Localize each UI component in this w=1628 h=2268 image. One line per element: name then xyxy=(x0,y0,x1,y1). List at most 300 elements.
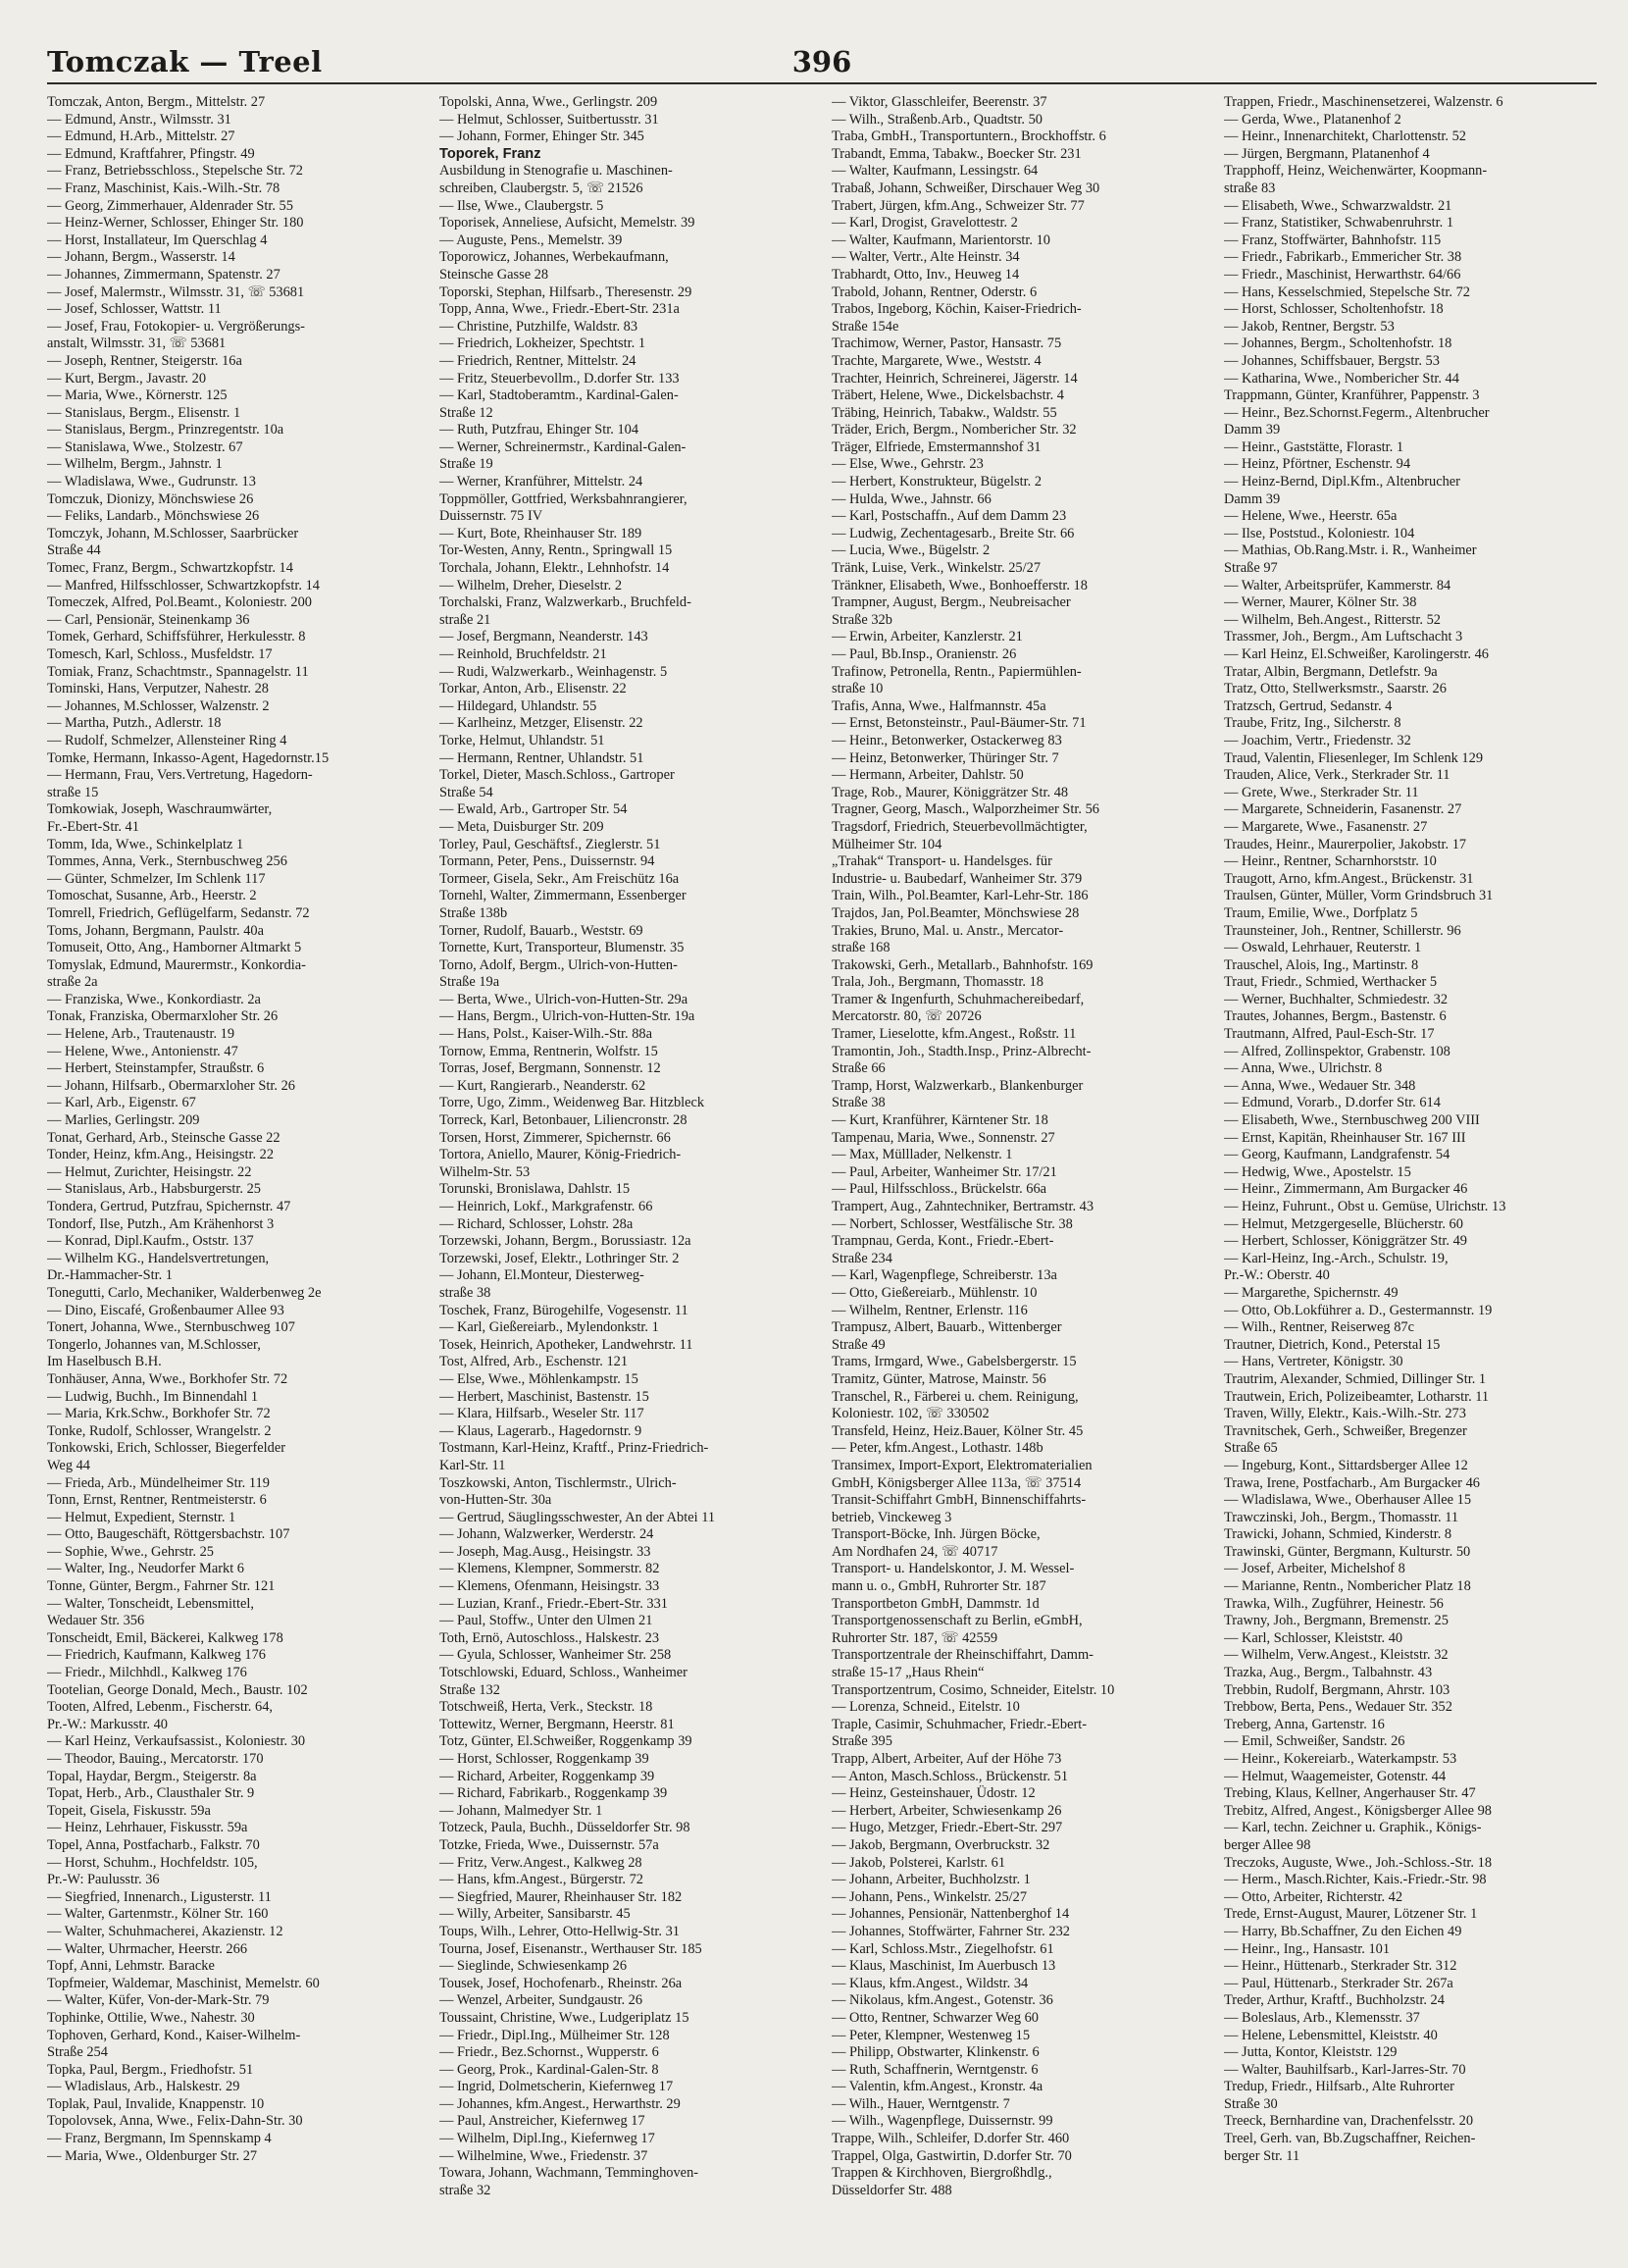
directory-entry: — Otto, Arbeiter, Richterstr. 42 xyxy=(1224,1888,1403,1905)
directory-entry: — Johannes, Schiffsbauer, Bergstr. 53 xyxy=(1224,352,1440,369)
directory-entry: Toschek, Franz, Bürogehilfe, Vogesenstr. 11 xyxy=(439,1302,688,1318)
directory-entry: — Helene, Wwe., Antonienstr. 47 xyxy=(47,1043,238,1059)
directory-entry: — Karl, Postschaffn., Auf dem Damm 23 xyxy=(832,508,1067,525)
directory-entry: — Rudi, Walzwerkarb., Weinhagenstr. 5 xyxy=(439,663,668,680)
directory-entry: — Johann, El.Monteur, Diesterweg- xyxy=(439,1267,644,1284)
directory-entry: — Herm., Masch.Richter, Kais.-Friedr.-Str. 98 xyxy=(1224,1872,1487,1888)
directory-entry: straße 32 xyxy=(439,2182,491,2198)
directory-entry: Topat, Herb., Arb., Clausthaler Str. 9 xyxy=(47,1785,255,1802)
directory-entry: Topp, Anna, Wwe., Friedr.-Ebert-Str. 231a xyxy=(439,301,680,318)
directory-entry: — Walter, Gartenmstr., Kölner Str. 160 xyxy=(47,1906,269,1923)
directory-entry: Torley, Paul, Geschäftsf., Zieglerstr. 51 xyxy=(439,836,661,852)
directory-entry: Traum, Emilie, Wwe., Dorfplatz 5 xyxy=(1224,904,1418,921)
directory-entry: Trazka, Aug., Bergm., Talbahnstr. 43 xyxy=(1224,1665,1433,1681)
directory-entry: Tonn, Ernst, Rentner, Rentmeisterstr. 6 xyxy=(47,1492,267,1509)
directory-entry: — Klaus, Lagerarb., Hagedornstr. 9 xyxy=(439,1422,642,1439)
directory-entry: Toporisek, Anneliese, Aufsicht, Memelstr. 39 xyxy=(439,215,695,232)
directory-entry: — Hans, Bergm., Ulrich-von-Hutten-Str. 19a xyxy=(439,1008,695,1025)
directory-entry: Tondera, Gertrud, Putzfrau, Spichernstr. 47 xyxy=(47,1199,291,1214)
directory-entry: Trampusz, Albert, Bauarb., Wittenberger xyxy=(832,1319,1062,1336)
page-number: 396 xyxy=(791,45,852,78)
directory-entry: Trawinski, Günter, Bergmann, Kulturstr. 50 xyxy=(1224,1543,1471,1560)
directory-entry: — Ingeburg, Kont., Sittardsberger Allee 12 xyxy=(1224,1457,1468,1473)
directory-entry: Tonke, Rudolf, Schlosser, Wrangelstr. 2 xyxy=(47,1422,272,1439)
directory-entry: Transportzentrum, Cosimo, Schneider, Eitelstr. 10 xyxy=(832,1681,1115,1698)
directory-entry: — Werner, Maurer, Kölner Str. 38 xyxy=(1224,594,1417,611)
directory-entry: Ruhrorter Str. 187, ☏ 42559 xyxy=(832,1629,998,1646)
directory-entry: — Wilhelm, Rentner, Erlenstr. 116 xyxy=(832,1302,1028,1318)
directory-entry: — Wilh., Straßenb.Arb., Quadtstr. 50 xyxy=(832,111,1043,128)
directory-entry: Koloniestr. 102, ☏ 330502 xyxy=(832,1406,990,1422)
directory-entry: Straße 154e xyxy=(832,318,899,335)
directory-entry: Transportgenossenschaft zu Berlin, eGmbH, xyxy=(832,1613,1083,1629)
directory-entry: — Richard, Fabrikarb., Roggenkamp 39 xyxy=(439,1785,668,1802)
directory-entry: — Stanislaus, Bergm., Elisenstr. 1 xyxy=(47,404,241,421)
directory-entry: Tomek, Gerhard, Schiffsführer, Herkulesstr. 8 xyxy=(47,629,306,645)
directory-entry: Fr.-Ebert-Str. 41 xyxy=(47,818,139,835)
directory-entry: — Friedr., Milchhdl., Kalkweg 176 xyxy=(47,1665,247,1681)
directory-entry: — Heinz, Pförtner, Eschenstr. 94 xyxy=(1224,456,1411,473)
directory-entry: Trajdos, Jan, Pol.Beamter, Mönchswiese 28 xyxy=(832,904,1080,921)
directory-entry: Straße 49 xyxy=(832,1336,886,1353)
directory-entry: — Karl-Heinz, Ing.-Arch., Schulstr. 19, xyxy=(1224,1250,1449,1266)
directory-entry: Pr.-W.: Oberstr. 40 xyxy=(1224,1267,1330,1284)
directory-entry: — Wladislaus, Arb., Halskestr. 29 xyxy=(47,2079,240,2095)
directory-entry: straße 10 xyxy=(832,681,884,697)
directory-entry: straße 38 xyxy=(439,1284,491,1301)
directory-entry: — Ernst, Kapitän, Rheinhauser Str. 167 III xyxy=(1224,1129,1466,1146)
directory-entry: — Hedwig, Wwe., Apostelstr. 15 xyxy=(1224,1163,1411,1180)
directory-entry: — Theodor, Bauing., Mercatorstr. 170 xyxy=(47,1751,264,1767)
directory-entry: — Wilh., Rentner, Reiserweg 87c xyxy=(1224,1319,1415,1336)
directory-entry: „Trahak“ Transport- u. Handelsges. für xyxy=(832,853,1052,870)
directory-entry: — Jakob, Bergmann, Overbruckstr. 32 xyxy=(832,1836,1050,1853)
directory-entry: Tonkowski, Erich, Schlosser, Biegerfelder xyxy=(47,1440,285,1457)
directory-entry: — Karl, Drogist, Gravelottestr. 2 xyxy=(832,215,1018,232)
directory-entry: — Karl Heinz, El.Schweißer, Karolingerstr. 46 xyxy=(1224,646,1489,662)
directory-entry: Tampenau, Maria, Wwe., Sonnenstr. 27 xyxy=(832,1129,1055,1146)
directory-entry: Train, Wilh., Pol.Beamter, Karl-Lehr-Str. 186 xyxy=(832,888,1089,904)
directory-entry: — Karlheinz, Metzger, Elisenstr. 22 xyxy=(439,715,643,732)
page-header xyxy=(47,41,1597,84)
directory-entry: — Paul, Anstreicher, Kiefernweg 17 xyxy=(439,2113,645,2130)
directory-entry: — Wilh., Wagenpflege, Duissernstr. 99 xyxy=(832,2113,1053,2130)
directory-entry: — Paul, Arbeiter, Wanheimer Str. 17/21 xyxy=(832,1163,1057,1180)
directory-entry: Totschweiß, Herta, Verk., Steckstr. 18 xyxy=(439,1699,653,1716)
directory-entry: — Else, Wwe., Möhlenkampstr. 15 xyxy=(439,1370,638,1387)
directory-entry: — Johannes, Bergm., Scholtenhofstr. 18 xyxy=(1224,335,1452,352)
directory-entry: Trapphoff, Heinz, Weichenwärter, Koopmann- xyxy=(1224,163,1488,180)
directory-entry: — Franziska, Wwe., Konkordiastr. 2a xyxy=(47,991,261,1007)
directory-entry: — Walter, Ing., Neudorfer Markt 6 xyxy=(47,1561,245,1577)
directory-entry: — Christine, Putzhilfe, Waldstr. 83 xyxy=(439,318,638,335)
directory-entry: Träbert, Helene, Wwe., Dickelsbachstr. 4 xyxy=(832,387,1064,404)
directory-entry: — Johannes, Pensionär, Nattenberghof 14 xyxy=(832,1906,1070,1923)
directory-entry: Towara, Johann, Wachmann, Temminghoven- xyxy=(439,2165,699,2182)
directory-entry: Trala, Joh., Bergmann, Thomasstr. 18 xyxy=(832,974,1043,991)
directory-entry: — Sophie, Wwe., Gehrstr. 25 xyxy=(47,1543,215,1560)
directory-entry: — Heinr., Bez.Schornst.Fegerm., Altenbrucher xyxy=(1224,404,1490,421)
directory-entry: Straße 65 xyxy=(1224,1440,1278,1457)
directory-entry: Tränk, Luise, Verk., Winkelstr. 25/27 xyxy=(832,560,1042,577)
directory-entry: — Wenzel, Arbeiter, Sundgaustr. 26 xyxy=(439,1992,643,2009)
directory-columns xyxy=(47,94,1597,2252)
directory-entry: — Anna, Wwe., Wedauer Str. 348 xyxy=(1224,1077,1416,1094)
directory-entry: Tomczyk, Johann, M.Schlosser, Saarbrücker xyxy=(47,525,299,541)
directory-entry: — Else, Wwe., Gehrstr. 23 xyxy=(832,456,984,473)
directory-entry: — Klaus, kfm.Angest., Wildstr. 34 xyxy=(832,1975,1029,1991)
directory-entry: — Ruth, Schaffnerin, Werntgenstr. 6 xyxy=(832,2061,1039,2078)
directory-entry: Transimex, Import-Export, Elektromaterialien xyxy=(832,1457,1093,1473)
column-1 xyxy=(47,94,420,2252)
directory-entry: Traube, Fritz, Ing., Silcherstr. 8 xyxy=(1224,715,1401,732)
directory-entry: — Karl, Stadtoberamtm., Kardinal-Galen- xyxy=(439,387,679,404)
directory-entry: Treel, Gerh. van, Bb.Zugschaffner, Reichen- xyxy=(1224,2131,1476,2147)
directory-entry: Trakies, Bruno, Mal. u. Anstr., Mercator- xyxy=(832,922,1064,939)
directory-entry: — Philipp, Obstwarter, Klinkenstr. 6 xyxy=(832,2044,1040,2061)
directory-entry: — Ilse, Poststud., Koloniestr. 104 xyxy=(1224,525,1415,541)
directory-entry: Tratz, Otto, Stellwerksmstr., Saarstr. 26 xyxy=(1224,681,1447,697)
directory-entry: schreiben, Claubergstr. 5, ☏ 21526 xyxy=(439,180,643,196)
directory-entry: Treder, Arthur, Kraftf., Buchholzstr. 24 xyxy=(1224,1992,1445,2009)
directory-entry: Tragsdorf, Friedrich, Steuerbevollmächtigter, xyxy=(832,818,1088,835)
directory-entry: — Frieda, Arb., Mündelheimer Str. 119 xyxy=(47,1474,270,1491)
directory-entry: Träger, Elfriede, Emstermannshof 31 xyxy=(832,438,1042,455)
directory-entry: — Wilhelm, Dipl.Ing., Kiefernweg 17 xyxy=(439,2131,655,2147)
directory-entry: — Franz, Bergmann, Im Spennskamp 4 xyxy=(47,2131,272,2147)
directory-entry: Trabert, Jürgen, kfm.Ang., Schweizer Str. 77 xyxy=(832,197,1085,214)
directory-entry: — Stanislaus, Arb., Habsburgerstr. 25 xyxy=(47,1181,261,1198)
directory-entry: — Rudolf, Schmelzer, Allensteiner Ring 4 xyxy=(47,732,287,748)
directory-entry: Tomuseit, Otto, Ang., Hamborner Altmarkt 5 xyxy=(47,940,302,956)
directory-entry: — Wladislawa, Wwe., Gudrunstr. 13 xyxy=(47,474,256,490)
directory-entry: — Heinrich, Lokf., Markgrafenstr. 66 xyxy=(439,1199,653,1214)
directory-entry: — Ingrid, Dolmetscherin, Kiefernweg 17 xyxy=(439,2079,674,2095)
directory-entry: betrieb, Vinckeweg 3 xyxy=(832,1509,952,1525)
directory-entry: — Gerda, Wwe., Platanenhof 2 xyxy=(1224,111,1401,128)
directory-entry: Tomoschat, Susanne, Arb., Heerstr. 2 xyxy=(47,888,257,904)
directory-entry: — Lucia, Wwe., Bügelstr. 2 xyxy=(832,542,991,559)
directory-entry: Tonhäuser, Anna, Wwe., Borkhofer Str. 72 xyxy=(47,1370,288,1387)
directory-entry: — Edmund, Kraftfahrer, Pfingstr. 49 xyxy=(47,145,255,162)
directory-entry: Torke, Helmut, Uhlandstr. 51 xyxy=(439,732,605,748)
directory-entry: Tostmann, Karl-Heinz, Kraftf., Prinz-Friedrich- xyxy=(439,1440,709,1457)
directory-entry: Trage, Rob., Maurer, Königgrätzer Str. 48 xyxy=(832,784,1069,800)
directory-entry: Tor-Westen, Anny, Rentn., Springwall 15 xyxy=(439,542,673,559)
directory-entry: Trampert, Aug., Zahntechniker, Bertramstr. 43 xyxy=(832,1199,1094,1214)
directory-entry: straße 168 xyxy=(832,940,890,956)
directory-entry: Toporek, Franz xyxy=(439,145,541,162)
directory-entry: — Herbert, Steinstampfer, Straußstr. 6 xyxy=(47,1060,265,1077)
directory-entry: straße 15-17 „Haus Rhein“ xyxy=(832,1665,985,1681)
directory-entry: — Helmut, Waagemeister, Gotenstr. 44 xyxy=(1224,1768,1447,1784)
directory-entry: Toms, Johann, Bergmann, Paulstr. 40a xyxy=(47,922,264,939)
directory-entry: — Walter, Uhrmacher, Heerstr. 266 xyxy=(47,1940,248,1957)
directory-entry: Torner, Rudolf, Bauarb., Weststr. 69 xyxy=(439,922,643,939)
directory-entry: Torzewski, Johann, Bergm., Borussiastr. 12a xyxy=(439,1233,691,1250)
directory-entry: — Herbert, Konstrukteur, Bügelstr. 2 xyxy=(832,474,1043,490)
directory-entry: — Otto, Gießereiarb., Mühlenstr. 10 xyxy=(832,1284,1038,1301)
directory-entry: — Heinz, Betonwerker, Thüringer Str. 7 xyxy=(832,749,1059,766)
directory-entry: — Heinr., Innenarchitekt, Charlottenstr. 52 xyxy=(1224,129,1466,145)
directory-entry: Treczoks, Auguste, Wwe., Joh.-Schloss.-Str. 18 xyxy=(1224,1854,1493,1871)
directory-entry: — Meta, Duisburger Str. 209 xyxy=(439,818,604,835)
directory-entry: — Hermann, Frau, Vers.Vertretung, Hagedorn- xyxy=(47,767,313,784)
directory-entry: Träder, Erich, Bergm., Nombericher Str. 32 xyxy=(832,422,1077,438)
directory-entry: — Johann, Bergm., Wasserstr. 14 xyxy=(47,249,235,266)
directory-entry: — Jutta, Kontor, Kleiststr. 129 xyxy=(1224,2044,1398,2061)
directory-entry: — Luzian, Kranf., Friedr.-Ebert-Str. 331 xyxy=(439,1595,668,1612)
directory-entry: Trappel, Olga, Gastwirtin, D.dorfer Str. 70 xyxy=(832,2147,1072,2164)
directory-entry: Tomesch, Karl, Schloss., Musfeldstr. 17 xyxy=(47,646,273,662)
directory-entry: — Edmund, Anstr., Wilmsstr. 31 xyxy=(47,111,231,128)
directory-entry: — Maria, Wwe., Körnerstr. 125 xyxy=(47,387,228,404)
directory-entry: Tourna, Josef, Eisenanstr., Werthauser Str. 185 xyxy=(439,1940,702,1957)
directory-entry: Trebing, Klaus, Kellner, Angerhauser Str. 47 xyxy=(1224,1785,1476,1802)
directory-entry: Tootelian, George Donald, Mech., Baustr. 102 xyxy=(47,1681,308,1698)
directory-entry: Trabandt, Emma, Tabakw., Boecker Str. 231 xyxy=(832,145,1082,162)
directory-entry: Straße 12 xyxy=(439,404,493,421)
directory-entry: Tost, Alfred, Arb., Eschenstr. 121 xyxy=(439,1354,629,1370)
directory-entry: Tramer, Lieselotte, kfm.Angest., Roßstr. 11 xyxy=(832,1026,1077,1043)
directory-entry: Damm 39 xyxy=(1224,422,1281,438)
directory-entry: — Dino, Eiscafé, Großenbaumer Allee 93 xyxy=(47,1302,284,1318)
directory-entry: Tottewitz, Werner, Bergmann, Heerstr. 81 xyxy=(439,1716,675,1732)
directory-entry: — Georg, Prok., Kardinal-Galen-Str. 8 xyxy=(439,2061,659,2078)
directory-entry: Tramp, Horst, Walzwerkarb., Blankenburger xyxy=(832,1077,1084,1094)
directory-entry: anstalt, Wilmsstr. 31, ☏ 53681 xyxy=(47,335,227,352)
directory-entry: — Kurt, Bote, Rheinhauser Str. 189 xyxy=(439,525,642,541)
directory-entry: Trabos, Ingeborg, Köchin, Kaiser-Friedrich- xyxy=(832,301,1082,318)
directory-entry: Tonscheidt, Emil, Bäckerei, Kalkweg 178 xyxy=(47,1629,283,1646)
directory-entry: Topeit, Gisela, Fiskusstr. 59a xyxy=(47,1802,211,1819)
directory-entry: Tratzsch, Gertrud, Sedanstr. 4 xyxy=(1224,697,1393,714)
directory-entry: — Herbert, Maschinist, Bastenstr. 15 xyxy=(439,1388,649,1405)
column-4 xyxy=(1224,94,1597,2252)
directory-entry: — Karl, Schloss.Mstr., Ziegelhofstr. 61 xyxy=(832,1940,1054,1957)
directory-entry: — Carl, Pensionär, Steinenkamp 36 xyxy=(47,611,250,628)
directory-entry: — Margarete, Schneiderin, Fasanenstr. 27 xyxy=(1224,801,1462,818)
directory-entry: — Karl, Wagenpflege, Schreiberstr. 13a xyxy=(832,1267,1057,1284)
directory-entry: — Katharina, Wwe., Nombericher Str. 44 xyxy=(1224,370,1459,387)
directory-entry: Topal, Haydar, Bergm., Steigerstr. 8a xyxy=(47,1768,257,1784)
directory-entry: Toussaint, Christine, Wwe., Ludgeriplatz 15 xyxy=(439,2009,689,2026)
directory-entry: Trampner, August, Bergm., Neubreisacher xyxy=(832,594,1071,611)
directory-entry: — Nikolaus, kfm.Angest., Gotenstr. 36 xyxy=(832,1992,1053,2009)
directory-entry: — Johannes, Zimmermann, Spatenstr. 27 xyxy=(47,266,280,283)
directory-entry: Tousek, Josef, Hochofenarb., Rheinstr. 26a xyxy=(439,1975,683,1991)
directory-entry: Trawka, Wilh., Zugführer, Heinestr. 56 xyxy=(1224,1595,1444,1612)
directory-entry: Straße 97 xyxy=(1224,560,1278,577)
directory-entry: — Werner, Schreinermstr., Kardinal-Galen- xyxy=(439,438,687,455)
directory-entry: Tondorf, Ilse, Putzh., Am Krähenhorst 3 xyxy=(47,1215,275,1232)
column-3 xyxy=(832,94,1204,2252)
directory-entry: — Norbert, Schlosser, Westfälische Str. 38 xyxy=(832,1215,1073,1232)
directory-entry: — Jürgen, Bergmann, Platanenhof 4 xyxy=(1224,145,1430,162)
directory-entry: — Johann, Pens., Winkelstr. 25/27 xyxy=(832,1888,1028,1905)
directory-entry: Treberg, Anna, Gartenstr. 16 xyxy=(1224,1716,1385,1732)
directory-entry: Transfeld, Heinz, Heiz.Bauer, Kölner Str. 45 xyxy=(832,1422,1084,1439)
directory-entry: — Wilhelm, Verw.Angest., Kleiststr. 32 xyxy=(1224,1647,1449,1664)
directory-entry: — Walter, Kaufmann, Marientorstr. 10 xyxy=(832,232,1050,248)
directory-entry: — Otto, Rentner, Schwarzer Weg 60 xyxy=(832,2009,1040,2026)
directory-entry: — Werner, Kranführer, Mittelstr. 24 xyxy=(439,474,643,490)
directory-entry: von-Hutten-Str. 30a xyxy=(439,1492,552,1509)
directory-entry: berger Allee 98 xyxy=(1224,1836,1311,1853)
directory-entry: Trautes, Johannes, Bergm., Bastenstr. 6 xyxy=(1224,1008,1447,1025)
directory-entry: — Walter, Schuhmacherei, Akazienstr. 12 xyxy=(47,1923,283,1939)
directory-entry: — Reinhold, Bruchfeldstr. 21 xyxy=(439,646,607,662)
directory-entry: Straße 19 xyxy=(439,456,493,473)
directory-entry: Transportzentrale der Rheinschiffahrt, Damm- xyxy=(832,1647,1094,1664)
directory-entry: — Jakob, Rentner, Bergstr. 53 xyxy=(1224,318,1395,335)
directory-entry: — Fritz, Verw.Angest., Kalkweg 28 xyxy=(439,1854,642,1871)
directory-entry: — Richard, Schlosser, Lohstr. 28a xyxy=(439,1215,634,1232)
directory-entry: — Friedr., Maschinist, Herwarthstr. 64/66 xyxy=(1224,266,1461,283)
directory-entry: — Ludwig, Buchh., Im Binnendahl 1 xyxy=(47,1388,259,1405)
directory-entry: — Grete, Wwe., Sterkrader Str. 11 xyxy=(1224,784,1419,800)
directory-entry: Torkar, Anton, Arb., Elisenstr. 22 xyxy=(439,681,627,697)
directory-entry: Tredup, Friedr., Hilfsarb., Alte Ruhrorter xyxy=(1224,2079,1454,2095)
directory-entry: — Gyula, Schlosser, Wanheimer Str. 258 xyxy=(439,1647,672,1664)
directory-entry: — Josef, Frau, Fotokopier- u. Vergrößerungs- xyxy=(47,318,305,335)
directory-entry: Trassmer, Joh., Bergm., Am Luftschacht 3 xyxy=(1224,629,1463,645)
directory-entry: — Walter, Vertr., Alte Heinstr. 34 xyxy=(832,249,1020,266)
directory-entry: — Günter, Schmelzer, Im Schlenk 117 xyxy=(47,870,266,887)
directory-entry: Toups, Wilh., Lehrer, Otto-Hellwig-Str. 31 xyxy=(439,1923,680,1939)
directory-entry: Toporowicz, Johannes, Werbekaufmann, xyxy=(439,249,669,266)
directory-entry: Pr.-W: Paulusstr. 36 xyxy=(47,1872,160,1888)
directory-entry: — Mathias, Ob.Rang.Mstr. i. R., Wanheimer xyxy=(1224,542,1477,559)
directory-entry: — Edmund, Vorarb., D.dorfer Str. 614 xyxy=(1224,1095,1441,1111)
directory-entry: Tornehl, Walter, Zimmermann, Essenberger xyxy=(439,888,687,904)
directory-entry: — Klemens, Klempner, Sommerstr. 82 xyxy=(439,1561,660,1577)
directory-entry: Straße 395 xyxy=(832,1733,892,1750)
directory-entry: — Horst, Schuhm., Hochfeldstr. 105, xyxy=(47,1854,258,1871)
directory-entry: — Stanislaus, Bergm., Prinzregentstr. 10a xyxy=(47,422,284,438)
directory-entry: — Walter, Bauhilfsarb., Karl-Jarres-Str. 70 xyxy=(1224,2061,1466,2078)
directory-entry: Topel, Anna, Postfacharb., Falkstr. 70 xyxy=(47,1836,260,1853)
directory-entry: — Klara, Hilfsarb., Weseler Str. 117 xyxy=(439,1406,644,1422)
directory-entry: Trafis, Anna, Wwe., Halfmannstr. 45a xyxy=(832,697,1046,714)
directory-entry: Trebitz, Alfred, Angest., Königsberger Allee 98 xyxy=(1224,1802,1492,1819)
directory-entry: — Joachim, Vertr., Friedenstr. 32 xyxy=(1224,732,1411,748)
directory-entry: — Hermann, Arbeiter, Dahlstr. 50 xyxy=(832,767,1024,784)
directory-entry: — Heinr., Kokereiarb., Waterkampstr. 53 xyxy=(1224,1751,1457,1767)
directory-entry: Trampnau, Gerda, Kont., Friedr.-Ebert- xyxy=(832,1233,1054,1250)
directory-entry: Straße 38 xyxy=(832,1095,886,1111)
directory-entry: — Anton, Masch.Schloss., Brückenstr. 51 xyxy=(832,1768,1069,1784)
directory-entry: — Wladislawa, Wwe., Oberhauser Allee 15 xyxy=(1224,1492,1472,1509)
directory-entry: Trappen & Kirchhoven, Biergroßhdlg., xyxy=(832,2165,1052,2182)
directory-entry: — Heinr., Betonwerker, Ostackerweg 83 xyxy=(832,732,1062,748)
directory-entry: Totzke, Frieda, Wwe., Duissernstr. 57a xyxy=(439,1836,659,1853)
directory-entry: — Herbert, Schlosser, Königgrätzer Str. 49 xyxy=(1224,1233,1468,1250)
directory-entry: Trabaß, Johann, Schweißer, Dirschauer Weg 30 xyxy=(832,180,1100,196)
directory-entry: Tomczak, Anton, Bergm., Mittelstr. 27 xyxy=(47,94,266,110)
directory-entry: Trauden, Alice, Verk., Sterkrader Str. 11 xyxy=(1224,767,1450,784)
directory-entry: Traven, Willy, Elektr., Kais.-Wilh.-Str. 273 xyxy=(1224,1406,1466,1422)
directory-entry: — Berta, Wwe., Ulrich-von-Hutten-Str. 29a xyxy=(439,991,688,1007)
directory-entry: — Helmut, Expedient, Sternstr. 1 xyxy=(47,1509,236,1525)
directory-entry: — Ludwig, Zechentagesarb., Breite Str. 66 xyxy=(832,525,1075,541)
directory-entry: Tonne, Günter, Bergm., Fahrner Str. 121 xyxy=(47,1578,276,1595)
directory-entry: — Kurt, Kranführer, Kärntener Str. 18 xyxy=(832,1112,1048,1129)
directory-entry: Straße 138b xyxy=(439,904,508,921)
directory-entry: — Wilhelm, Bergm., Jahnstr. 1 xyxy=(47,456,223,473)
directory-entry: Traudes, Heinr., Maurerpolier, Jakobstr. 17 xyxy=(1224,836,1467,852)
directory-entry: — Gertrud, Säuglingsschwester, An der Abtei 11 xyxy=(439,1509,716,1525)
directory-entry: Trede, Ernst-August, Maurer, Lötzener Str. 1 xyxy=(1224,1906,1478,1923)
directory-entry: Totz, Günter, El.Schweißer, Roggenkamp 39 xyxy=(439,1733,692,1750)
directory-entry: — Valentin, kfm.Angest., Kronstr. 4a xyxy=(832,2079,1043,2095)
directory-entry: — Josef, Bergmann, Neanderstr. 143 xyxy=(439,629,648,645)
directory-entry: — Erwin, Arbeiter, Kanzlerstr. 21 xyxy=(832,629,1023,645)
directory-entry: — Hans, Polst., Kaiser-Wilh.-Str. 88a xyxy=(439,1026,652,1043)
directory-entry: — Friedrich, Lokheizer, Spechtstr. 1 xyxy=(439,335,646,352)
directory-entry: — Georg, Kaufmann, Landgrafenstr. 54 xyxy=(1224,1147,1450,1163)
directory-entry: — Elisabeth, Wwe., Schwarzwaldstr. 21 xyxy=(1224,197,1452,214)
directory-entry: Tomczuk, Dionizy, Mönchswiese 26 xyxy=(47,490,254,507)
directory-entry: Tosek, Heinrich, Apotheker, Landwehrstr. 11 xyxy=(439,1336,693,1353)
directory-entry: Torreck, Karl, Betonbauer, Liliencronstr. 28 xyxy=(439,1112,687,1129)
directory-entry: Tränkner, Elisabeth, Wwe., Bonhoefferstr. 18 xyxy=(832,577,1088,593)
directory-entry: — Peter, Klempner, Westenweg 15 xyxy=(832,2027,1031,2043)
directory-entry: Tormann, Peter, Pens., Duissernstr. 94 xyxy=(439,853,655,870)
directory-entry: Mülheimer Str. 104 xyxy=(832,836,942,852)
directory-entry: Trawny, Joh., Bergmann, Bremenstr. 25 xyxy=(1224,1613,1449,1629)
directory-entry: — Willy, Arbeiter, Sansibarstr. 45 xyxy=(439,1906,631,1923)
directory-entry: Tophinke, Ottilie, Wwe., Nahestr. 30 xyxy=(47,2009,255,2026)
directory-entry: — Helmut, Schlosser, Suitbertusstr. 31 xyxy=(439,111,659,128)
directory-entry: — Heinr., Ing., Hansastr. 101 xyxy=(1224,1940,1391,1957)
directory-entry: Trebbin, Rudolf, Bergmann, Ahrstr. 103 xyxy=(1224,1681,1450,1698)
directory-entry: Tramitz, Günter, Matrose, Mainstr. 56 xyxy=(832,1370,1046,1387)
directory-entry: — Margarethe, Spichernstr. 49 xyxy=(1224,1284,1399,1301)
directory-entry: Wilhelm-Str. 53 xyxy=(439,1163,531,1180)
directory-entry: Tortora, Aniello, Maurer, König-Friedrich- xyxy=(439,1147,682,1163)
directory-entry: — Karl Heinz, Verkaufsassist., Koloniestr. 30 xyxy=(47,1733,306,1750)
directory-entry: — Paul, Bb.Insp., Oranienstr. 26 xyxy=(832,646,1017,662)
directory-entry: — Boleslaus, Arb., Klemensstr. 37 xyxy=(1224,2009,1420,2026)
directory-entry: Straße 54 xyxy=(439,784,493,800)
directory-entry: — Walter, Küfer, Von-der-Mark-Str. 79 xyxy=(47,1992,270,2009)
directory-entry: Trappmann, Günter, Kranführer, Pappenstr. 3 xyxy=(1224,387,1480,404)
directory-entry: — Richard, Arbeiter, Roggenkamp 39 xyxy=(439,1768,655,1784)
directory-entry: Trebbow, Berta, Pens., Wedauer Str. 352 xyxy=(1224,1699,1452,1716)
directory-entry: Trautmann, Alfred, Paul-Esch-Str. 17 xyxy=(1224,1026,1435,1043)
directory-entry: — Josef, Schlosser, Wattstr. 11 xyxy=(47,301,222,318)
directory-entry: Karl-Str. 11 xyxy=(439,1457,506,1473)
directory-entry: Trawczinski, Joh., Bergm., Thomasstr. 11 xyxy=(1224,1509,1459,1525)
directory-entry: — Franz, Stoffwärter, Bahnhofstr. 115 xyxy=(1224,232,1442,248)
directory-entry: Tomeczek, Alfred, Pol.Beamt., Koloniestr. 200 xyxy=(47,594,312,611)
directory-entry: Trachimow, Werner, Pastor, Hansastr. 75 xyxy=(832,335,1062,352)
directory-entry: Mercatorstr. 80, ☏ 20726 xyxy=(832,1008,982,1025)
directory-entry: — Johann, Arbeiter, Buchholzstr. 1 xyxy=(832,1872,1031,1888)
directory-entry: Straße 32b xyxy=(832,611,892,628)
directory-entry: Tominski, Hans, Verputzer, Nahestr. 28 xyxy=(47,681,269,697)
directory-entry: Trams, Irmgard, Wwe., Gabelsbergerstr. 15 xyxy=(832,1354,1077,1370)
directory-entry: Trachter, Heinrich, Schreinerei, Jägerstr. 14 xyxy=(832,370,1078,387)
directory-entry: Traud, Valentin, Fliesenleger, Im Schlenk 129 xyxy=(1224,749,1484,766)
directory-entry: — Kurt, Rangierarb., Neanderstr. 62 xyxy=(439,1077,646,1094)
directory-entry: Straße 44 xyxy=(47,542,101,559)
directory-entry: — Johannes, Stoffwärter, Fahrner Str. 232 xyxy=(832,1923,1070,1939)
directory-entry: Duissernstr. 75 IV xyxy=(439,508,543,525)
name-range-heading: Tomczak — Treel xyxy=(47,45,323,78)
directory-entry: — Paul, Stoffw., Unter den Ulmen 21 xyxy=(439,1613,653,1629)
